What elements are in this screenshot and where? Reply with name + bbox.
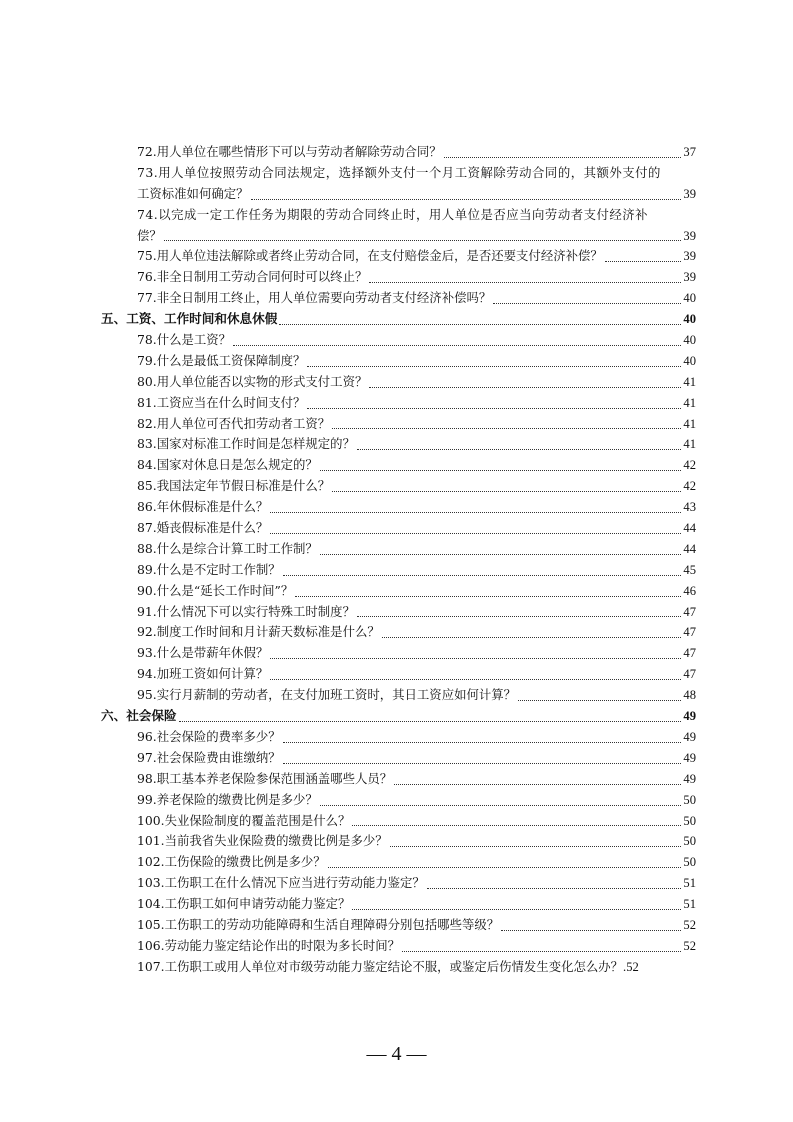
toc-entry-title: 80.用人单位能否以实物的形式支付工资？ xyxy=(137,373,368,389)
toc-entry-title: 103.工伤职工在什么情况下应当进行劳动能力鉴定？ xyxy=(137,875,425,891)
dot-leader xyxy=(283,757,682,764)
dot-leader xyxy=(251,193,682,200)
toc-page-number: 47 xyxy=(683,646,696,661)
toc-entry-106[interactable] xyxy=(0,936,793,957)
toc-page-number: 40 xyxy=(683,312,696,327)
toc-page-number: 47 xyxy=(683,604,696,619)
toc-page-number: 39 xyxy=(683,186,696,201)
dot-leader xyxy=(332,485,681,492)
dot-leader xyxy=(270,652,681,659)
toc-page-number: 37 xyxy=(683,145,696,159)
dot-leader xyxy=(394,778,681,785)
toc-page-number: 46 xyxy=(683,583,696,598)
dot-leader xyxy=(369,381,681,388)
toc-entry-91[interactable] xyxy=(0,602,793,623)
toc-page-number: 47 xyxy=(683,667,696,682)
toc-page-number: 47 xyxy=(683,625,696,640)
toc-entry-title: 89.什么是不定时工作制？ xyxy=(137,561,281,577)
toc-entry-title: 87.婚丧假标准是什么？ xyxy=(137,520,269,536)
toc-entry-title: 104.工伤职工如何申请劳动能力鉴定？ xyxy=(137,896,351,912)
toc-page-number: 44 xyxy=(683,541,696,556)
dot-leader xyxy=(283,736,682,743)
dot-leader xyxy=(233,339,681,346)
toc-page-number: 44 xyxy=(683,521,696,536)
toc-page-number: 40 xyxy=(683,353,696,368)
toc-entry-84[interactable] xyxy=(0,455,793,476)
toc-entry-title: 100.失业保险制度的覆盖范围是什么？ xyxy=(137,812,351,828)
toc-section-title: 六、社会保险 xyxy=(101,708,177,724)
toc-page-number: 42 xyxy=(683,458,696,473)
dot-leader xyxy=(283,569,682,576)
toc-entry-93[interactable] xyxy=(0,643,793,664)
toc-page-number: 41 xyxy=(683,374,696,389)
toc-page-number: 49 xyxy=(683,750,696,765)
toc-page-number: 51 xyxy=(683,876,696,891)
toc-page-number: 50 xyxy=(683,813,696,828)
toc-page-number: 41 xyxy=(683,437,696,452)
toc-entry-79[interactable] xyxy=(0,351,793,372)
toc-entry-78[interactable] xyxy=(0,330,793,351)
toc-entry-title: 85.我国法定年节假日标准是什么？ xyxy=(137,478,331,494)
dot-leader xyxy=(270,506,681,513)
toc-entry-98[interactable] xyxy=(0,769,793,790)
toc-entry-title: 86.年休假标准是什么？ xyxy=(137,499,269,515)
dot-leader xyxy=(390,840,682,847)
toc-entry-101[interactable] xyxy=(0,831,793,852)
toc-page-number: 49 xyxy=(683,729,696,744)
toc-entry-81[interactable] xyxy=(0,393,793,414)
toc-entry-88[interactable] xyxy=(0,539,793,560)
toc-entry-83[interactable] xyxy=(0,434,793,455)
toc-page-number: 39 xyxy=(683,249,696,264)
toc-entry-94[interactable] xyxy=(0,664,793,685)
toc-entry-title: 81.工资应当在什么时间支付？ xyxy=(137,394,306,410)
toc-entry-title: 75.用人单位违法解除或者终止劳动合同，在支付赔偿金后，是否还要支付经济补偿？ xyxy=(137,248,603,264)
toc-page-number: 48 xyxy=(683,688,696,703)
toc-section-title: 五、工资、工作时间和休息休假 xyxy=(101,311,278,327)
toc-entry-title: 偿？ xyxy=(137,227,162,243)
toc-entry-73[interactable] xyxy=(0,184,793,205)
toc-page-number: 42 xyxy=(683,479,696,494)
dot-leader xyxy=(320,799,682,806)
dot-leader xyxy=(382,631,682,638)
dot-leader xyxy=(270,527,681,534)
toc-entry-104[interactable] xyxy=(0,894,793,915)
dot-leader xyxy=(320,548,682,555)
toc-entry-title: 72.用人单位在哪些情形下可以与劳动者解除劳动合同？ xyxy=(137,144,442,159)
toc-page-number: 41 xyxy=(683,395,696,410)
toc-page-number: 41 xyxy=(683,416,696,431)
toc-entry-82[interactable] xyxy=(0,414,793,435)
dot-leader xyxy=(444,151,682,158)
dot-leader xyxy=(605,255,682,262)
dot-leader xyxy=(357,610,681,617)
toc-page-number: .52 xyxy=(623,959,639,974)
toc-page-number: 50 xyxy=(683,855,696,870)
toc-entry-77[interactable] xyxy=(0,288,793,309)
toc-entry-title: 82.用人单位可否代扣劳动者工资？ xyxy=(137,415,331,431)
dot-leader xyxy=(307,360,681,367)
toc-entry-73-line1[interactable]: 73.用人单位按照劳动合同法规定，选择额外支付一个月工资解除劳动合同的，其额外支付的 xyxy=(137,164,661,180)
toc-entry-title: 102.工伤保险的缴费比例是多少？ xyxy=(137,854,326,870)
toc-entry-title: 97.社会保险费由谁缴纳？ xyxy=(137,749,281,765)
dot-leader xyxy=(518,694,681,701)
page-number-footer: — 4 — xyxy=(366,1043,427,1065)
toc-page-number: 50 xyxy=(683,792,696,807)
dot-leader xyxy=(332,422,681,429)
toc-page-number: 45 xyxy=(683,562,696,577)
dot-leader xyxy=(179,715,682,722)
toc-entry-title: 98.职工基本养老保险参保范围涵盖哪些人员？ xyxy=(137,770,393,786)
toc-page-number: 43 xyxy=(683,500,696,515)
toc-entry-title: 106.劳动能力鉴定结论作出的时限为多长时间？ xyxy=(137,937,401,953)
dot-leader xyxy=(501,924,681,931)
toc-entry-title: 94.加班工资如何计算？ xyxy=(137,666,269,682)
toc-entry-103[interactable] xyxy=(0,873,793,894)
toc-entry-100[interactable] xyxy=(0,811,793,832)
toc-entry-title: 79.什么是最低工资保障制度？ xyxy=(137,352,306,368)
toc-page-number: 39 xyxy=(683,270,696,285)
toc-entry-76[interactable] xyxy=(0,267,793,288)
toc-entry-title: 101.当前我省失业保险费的缴费比例是多少？ xyxy=(137,833,388,849)
toc-entry-97[interactable] xyxy=(0,748,793,769)
dot-leader xyxy=(357,443,681,450)
table-of-contents xyxy=(0,142,793,978)
toc-entry-102[interactable] xyxy=(0,852,793,873)
dot-leader xyxy=(295,590,681,597)
toc-entry-105[interactable] xyxy=(0,915,793,936)
dot-leader xyxy=(427,882,682,889)
toc-entry-title: 105.工伤职工的劳动功能障碍和生活自理障碍分别包括哪些等级？ xyxy=(137,916,500,932)
toc-entry-title: 90.什么是“延长工作时间”？ xyxy=(137,582,294,598)
toc-entry-title: 工资标准如何确定？ xyxy=(137,185,249,201)
toc-entry-107[interactable] xyxy=(0,957,793,978)
toc-entry-title: 78.什么是工资？ xyxy=(137,332,232,348)
toc-entry-title: 93.什么是带薪年休假？ xyxy=(137,645,269,661)
toc-page-number: 39 xyxy=(683,228,696,243)
toc-entry-title: 84.国家对休息日是怎么规定的？ xyxy=(137,457,318,473)
toc-entry-title: 88.什么是综合计算工时工作制？ xyxy=(137,540,318,556)
toc-page-number: 40 xyxy=(683,333,696,348)
toc-entry-74[interactable] xyxy=(0,226,793,247)
toc-entry-title: 96.社会保险的费率多少？ xyxy=(137,728,281,744)
toc-page-number: 52 xyxy=(683,938,696,953)
toc-entry-90[interactable] xyxy=(0,581,793,602)
toc-entry-99[interactable] xyxy=(0,790,793,811)
toc-page-number: 40 xyxy=(683,291,696,306)
toc-page-number: 49 xyxy=(683,771,696,786)
toc-entry-title: 99.养老保险的缴费比例是多少？ xyxy=(137,791,318,807)
toc-entry-96[interactable] xyxy=(0,727,793,748)
toc-page-number: 51 xyxy=(683,897,696,912)
toc-entry-89[interactable] xyxy=(0,560,793,581)
toc-entry-title: 77.非全日制用工终止，用人单位需要向劳动者支付经济补偿吗？ xyxy=(137,290,492,306)
toc-page-number: 50 xyxy=(683,834,696,849)
toc-section-5[interactable] xyxy=(0,309,793,330)
toc-page-number: 49 xyxy=(683,709,696,724)
toc-entry-title: 92.制度工作时间和月计薪天数标准是什么？ xyxy=(137,624,380,640)
dot-leader xyxy=(352,819,681,826)
toc-entry-75[interactable] xyxy=(0,246,793,267)
toc-entry-87[interactable] xyxy=(0,518,793,539)
dot-leader xyxy=(307,402,681,409)
dot-leader xyxy=(328,861,682,868)
toc-entry-title: 107.工伤职工或用人单位对市级劳动能力鉴定结论不服，或鉴定后伤情发生变化怎么办？ xyxy=(137,958,624,974)
dot-leader xyxy=(402,945,681,952)
toc-entry-80[interactable] xyxy=(0,372,793,393)
toc-entry-86[interactable] xyxy=(0,497,793,518)
dot-leader xyxy=(279,318,681,325)
dot-leader xyxy=(493,297,681,304)
dot-leader xyxy=(369,276,681,283)
toc-entry-72[interactable] xyxy=(0,142,793,163)
dot-leader xyxy=(352,903,681,910)
toc-page-number: 52 xyxy=(683,917,696,932)
toc-entry-74-line1[interactable]: 74.以完成一定工作任务为期限的劳动合同终止时，用人单位是否应当向劳动者支付经济补 xyxy=(137,206,649,222)
toc-entry-95[interactable] xyxy=(0,685,793,706)
toc-entry-85[interactable] xyxy=(0,476,793,497)
dot-leader xyxy=(320,464,682,471)
toc-entry-title: 83.国家对标准工作时间是怎样规定的？ xyxy=(137,436,355,452)
toc-entry-title: 95.实行月薪制的劳动者，在支付加班工资时，其日工资应如何计算？ xyxy=(137,687,517,703)
toc-entry-title: 91.什么情况下可以实行特殊工时制度？ xyxy=(137,603,355,619)
toc-section-6[interactable] xyxy=(0,706,793,727)
toc-entry-title: 76.非全日制用工劳动合同何时可以终止？ xyxy=(137,269,368,285)
toc-entry-92[interactable] xyxy=(0,622,793,643)
dot-leader xyxy=(270,673,681,680)
dot-leader xyxy=(164,234,682,241)
